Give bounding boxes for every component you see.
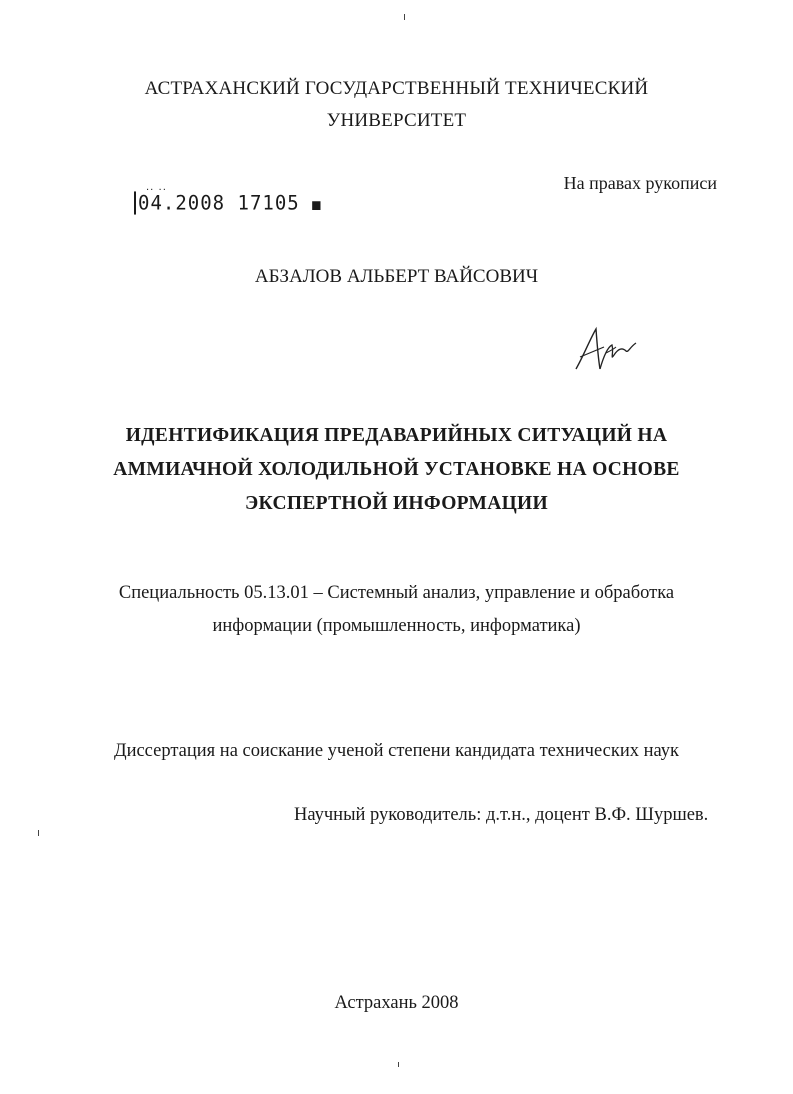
- scan-speck-top: [404, 14, 405, 20]
- stamp-dots-mark: .. ..: [146, 182, 167, 193]
- rights-note: На правах рукописи: [563, 173, 717, 193]
- supervisor: Научный руководитель: д.т.н., доцент В.Ф. Шуршев.: [294, 805, 709, 825]
- title-line-1: ИДЕНТИФИКАЦИЯ ПРЕДАВАРИЙНЫХ СИТУАЦИЙ НА: [125, 425, 668, 446]
- author-signature: [570, 325, 640, 375]
- institution-line-1: АСТРАХАНСКИЙ ГОСУДАРСТВЕННЫЙ ТЕХНИЧЕСКИЙ: [144, 78, 649, 99]
- scan-speck-bottom: [398, 1062, 399, 1067]
- stamp-number-text: 04.2008 17105: [134, 191, 300, 214]
- author-name: АБЗАЛОВ АЛЬБЕРТ ВАЙСОВИЧ: [254, 266, 539, 287]
- specialty-line-2: информации (промышленность, информатика): [212, 616, 581, 636]
- institution-line-2: УНИВЕРСИТЕТ: [326, 110, 467, 131]
- title-line-2: АММИАЧНОЙ ХОЛОДИЛЬНОЙ УСТАНОВКЕ НА ОСНОВЕ: [113, 459, 680, 480]
- scan-speck-left: [38, 830, 39, 836]
- city-year: Астрахань 2008: [334, 993, 459, 1013]
- stamp-number: [134, 191, 322, 214]
- specialty-line-1: Специальность 05.13.01 – Системный анализ, управление и обработка: [118, 583, 675, 603]
- dissertation-note: Диссертация на соискание ученой степени кандидата технических наук: [113, 741, 680, 761]
- title-line-3: ЭКСПЕРТНОЙ ИНФОРМАЦИИ: [245, 493, 548, 514]
- stamp-bullet-icon: ■: [312, 196, 322, 214]
